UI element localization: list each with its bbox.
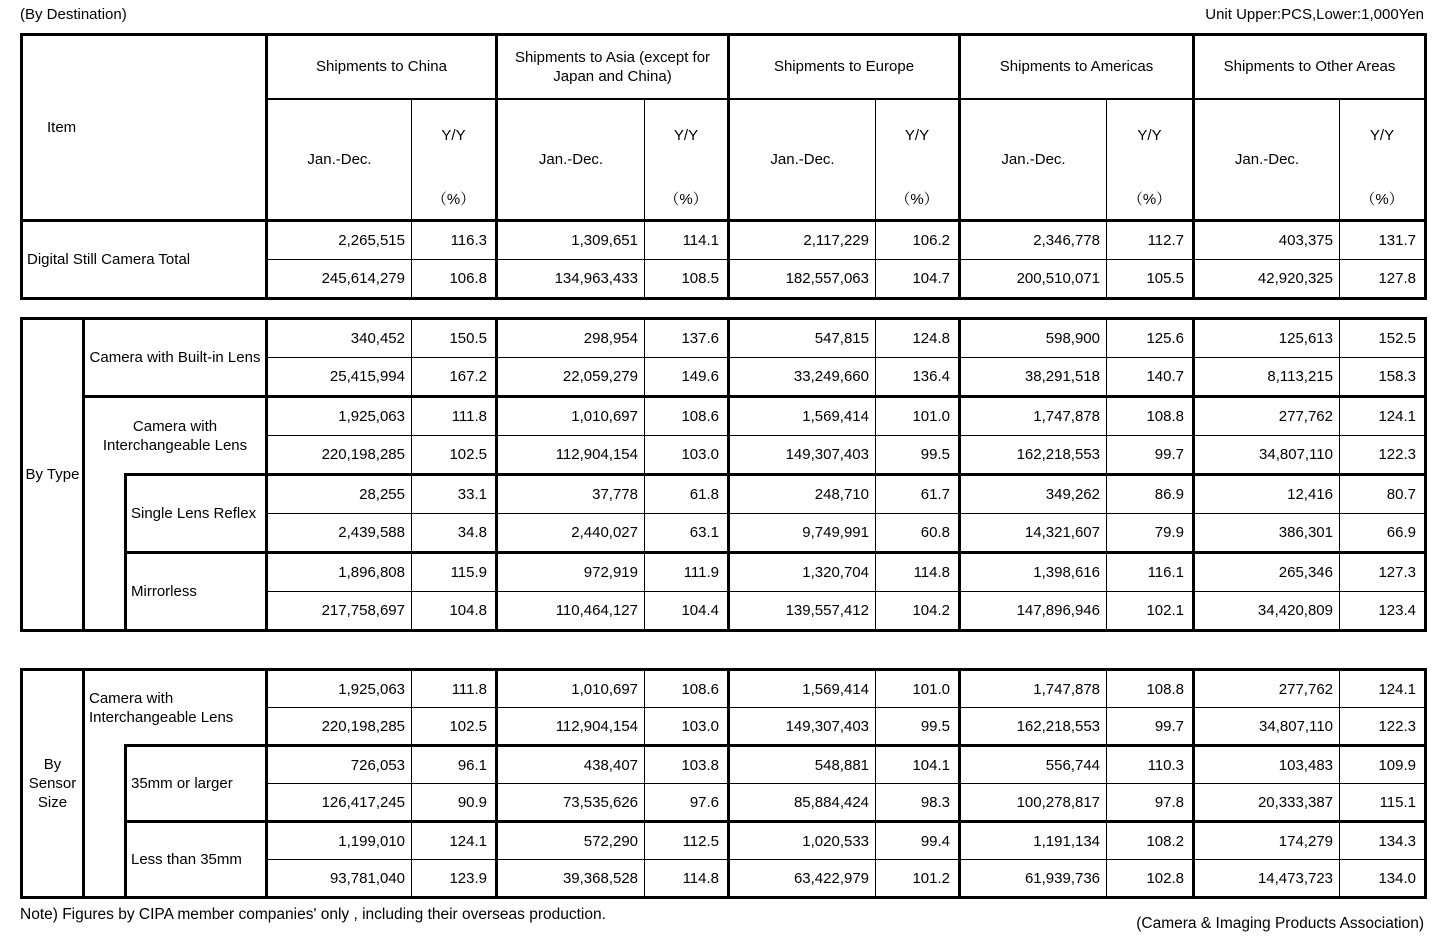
yy-value-cell: 99.5	[876, 436, 960, 475]
value-cell: 2,265,515	[267, 221, 412, 260]
yy-value-cell: 136.4	[876, 358, 960, 397]
value-cell: 125,613	[1194, 319, 1340, 358]
value-cell: 1,569,414	[729, 670, 876, 708]
yy-value-cell: 102.5	[412, 708, 497, 746]
yy-value-cell: 98.3	[876, 784, 960, 822]
row-label-35mm-or-larger: 35mm or larger	[126, 746, 267, 822]
yy-value-cell: 103.8	[645, 746, 729, 784]
yy-value-cell: 104.1	[876, 746, 960, 784]
value-cell: 248,710	[729, 475, 876, 514]
value-cell: 33,249,660	[729, 358, 876, 397]
period-header: Jan.-Dec.	[1194, 99, 1340, 221]
yy-value-cell: 61.8	[645, 475, 729, 514]
value-cell: 100,278,817	[960, 784, 1107, 822]
yy-value-cell: 122.3	[1340, 708, 1426, 746]
value-cell: 200,510,071	[960, 260, 1107, 299]
by-sensor-size-section-label: By Sensor Size	[22, 670, 84, 898]
pct-label: （%）	[1127, 190, 1172, 208]
yy-value-cell: 33.1	[412, 475, 497, 514]
value-cell: 972,919	[497, 553, 645, 592]
value-cell: 149,307,403	[729, 436, 876, 475]
yy-label: Y/Y	[441, 126, 466, 144]
value-cell: 1,896,808	[267, 553, 412, 592]
group-header-europe: Shipments to Europe	[729, 35, 960, 99]
yy-value-cell: 106.2	[876, 221, 960, 260]
value-cell: 1,925,063	[267, 397, 412, 436]
value-cell: 162,218,553	[960, 708, 1107, 746]
value-cell: 217,758,697	[267, 592, 412, 631]
yy-value-cell: 63.1	[645, 514, 729, 553]
value-cell: 277,762	[1194, 397, 1340, 436]
yy-value-cell: 127.3	[1340, 553, 1426, 592]
pct-label: （%）	[895, 190, 939, 208]
value-cell: 1,398,616	[960, 553, 1107, 592]
yy-value-cell: 80.7	[1340, 475, 1426, 514]
yy-value-cell: 104.2	[876, 592, 960, 631]
yy-value-cell: 103.0	[645, 708, 729, 746]
value-cell: 9,749,991	[729, 514, 876, 553]
value-cell: 1,747,878	[960, 397, 1107, 436]
yy-value-cell: 108.6	[645, 670, 729, 708]
value-cell: 340,452	[267, 319, 412, 358]
value-cell: 20,333,387	[1194, 784, 1340, 822]
yy-header	[412, 99, 497, 221]
value-cell: 93,781,040	[267, 860, 412, 898]
row-label-less-than-35mm: Less than 35mm	[126, 822, 267, 898]
yy-value-cell: 97.6	[645, 784, 729, 822]
value-cell: 38,291,518	[960, 358, 1107, 397]
value-cell: 126,417,245	[267, 784, 412, 822]
yy-value-cell: 104.7	[876, 260, 960, 299]
footnote: Note) Figures by CIPA member companies' only , including their overseas production.	[20, 906, 606, 923]
value-cell: 2,439,588	[267, 514, 412, 553]
yy-value-cell: 90.9	[412, 784, 497, 822]
group-header-asia: Shipments to Asia (except for Japan and China)	[497, 35, 729, 99]
yy-label: Y/Y	[1369, 126, 1395, 144]
value-cell: 162,218,553	[960, 436, 1107, 475]
value-cell: 61,939,736	[960, 860, 1107, 898]
value-cell: 265,346	[1194, 553, 1340, 592]
yy-value-cell: 123.4	[1340, 592, 1426, 631]
value-cell: 34,807,110	[1194, 436, 1340, 475]
yy-value-cell: 152.5	[1340, 319, 1426, 358]
unit-label: Unit Upper:PCS,Lower:1,000Yen	[1205, 6, 1424, 23]
value-cell: 134,963,433	[497, 260, 645, 299]
yy-value-cell: 134.3	[1340, 822, 1426, 860]
yy-value-cell: 167.2	[412, 358, 497, 397]
yy-value-cell: 115.1	[1340, 784, 1426, 822]
yy-value-cell: 124.1	[412, 822, 497, 860]
value-cell: 139,557,412	[729, 592, 876, 631]
yy-value-cell: 122.3	[1340, 436, 1426, 475]
value-cell: 220,198,285	[267, 436, 412, 475]
yy-value-cell: 114.8	[876, 553, 960, 592]
yy-value-cell: 99.7	[1107, 436, 1194, 475]
yy-header	[1340, 99, 1426, 221]
value-cell: 2,117,229	[729, 221, 876, 260]
period-header: Jan.-Dec.	[729, 99, 876, 221]
value-cell: 556,744	[960, 746, 1107, 784]
yy-value-cell: 124.8	[876, 319, 960, 358]
value-cell: 103,483	[1194, 746, 1340, 784]
item-header: Item	[22, 35, 267, 221]
yy-value-cell: 61.7	[876, 475, 960, 514]
group-header-china: Shipments to China	[267, 35, 497, 99]
value-cell: 245,614,279	[267, 260, 412, 299]
row-label-interchangeable-lens: Camera with Interchangeable Lens	[84, 670, 267, 746]
yy-value-cell: 116.3	[412, 221, 497, 260]
yy-value-cell: 106.8	[412, 260, 497, 299]
value-cell: 14,473,723	[1194, 860, 1340, 898]
yy-value-cell: 108.5	[645, 260, 729, 299]
yy-value-cell: 124.1	[1340, 397, 1426, 436]
value-cell: 37,778	[497, 475, 645, 514]
yy-value-cell: 116.1	[1107, 553, 1194, 592]
row-label-single-lens-reflex: Single Lens Reflex	[126, 475, 267, 553]
yy-header	[876, 99, 960, 221]
yy-value-cell: 114.8	[645, 860, 729, 898]
yy-value-cell: 101.2	[876, 860, 960, 898]
yy-value-cell: 150.5	[412, 319, 497, 358]
value-cell: 85,884,424	[729, 784, 876, 822]
yy-label: Y/Y	[673, 126, 699, 144]
value-cell: 39,368,528	[497, 860, 645, 898]
value-cell: 12,416	[1194, 475, 1340, 514]
value-cell: 22,059,279	[497, 358, 645, 397]
value-cell: 73,535,626	[497, 784, 645, 822]
period-header: Jan.-Dec.	[497, 99, 645, 221]
value-cell: 8,113,215	[1194, 358, 1340, 397]
value-cell: 438,407	[497, 746, 645, 784]
period-header: Jan.-Dec.	[267, 99, 412, 221]
yy-value-cell: 123.9	[412, 860, 497, 898]
yy-value-cell: 101.0	[876, 670, 960, 708]
yy-value-cell: 102.1	[1107, 592, 1194, 631]
yy-value-cell: 86.9	[1107, 475, 1194, 514]
interchangeable-group-stem	[84, 746, 126, 898]
yy-value-cell: 34.8	[412, 514, 497, 553]
by-sensor-size-table	[20, 668, 1427, 899]
yy-header	[1107, 99, 1194, 221]
yy-value-cell: 109.9	[1340, 746, 1426, 784]
value-cell: 25,415,994	[267, 358, 412, 397]
by-type-section-label: By Type	[22, 319, 84, 631]
yy-value-cell: 108.2	[1107, 822, 1194, 860]
yy-value-cell: 104.8	[412, 592, 497, 631]
value-cell: 726,053	[267, 746, 412, 784]
yy-value-cell: 131.7	[1340, 221, 1426, 260]
yy-value-cell: 110.3	[1107, 746, 1194, 784]
value-cell: 42,920,325	[1194, 260, 1340, 299]
value-cell: 1,320,704	[729, 553, 876, 592]
value-cell: 28,255	[267, 475, 412, 514]
yy-value-cell: 79.9	[1107, 514, 1194, 553]
value-cell: 403,375	[1194, 221, 1340, 260]
value-cell: 34,420,809	[1194, 592, 1340, 631]
value-cell: 63,422,979	[729, 860, 876, 898]
value-cell: 1,020,533	[729, 822, 876, 860]
value-cell: 2,346,778	[960, 221, 1107, 260]
by-type-table	[20, 317, 1427, 632]
value-cell: 112,904,154	[497, 436, 645, 475]
yy-value-cell: 99.7	[1107, 708, 1194, 746]
yy-value-cell: 115.9	[412, 553, 497, 592]
yy-value-cell: 60.8	[876, 514, 960, 553]
value-cell: 572,290	[497, 822, 645, 860]
yy-value-cell: 104.4	[645, 592, 729, 631]
yy-value-cell: 105.5	[1107, 260, 1194, 299]
yy-value-cell: 124.1	[1340, 670, 1426, 708]
value-cell: 1,199,010	[267, 822, 412, 860]
value-cell: 14,321,607	[960, 514, 1107, 553]
value-cell: 1,569,414	[729, 397, 876, 436]
yy-value-cell: 127.8	[1340, 260, 1426, 299]
group-header-other: Shipments to Other Areas	[1194, 35, 1426, 99]
period-header: Jan.-Dec.	[960, 99, 1107, 221]
yy-value-cell: 108.8	[1107, 397, 1194, 436]
pct-label: （%）	[1360, 190, 1404, 208]
association-credit: (Camera & Imaging Products Association)	[1136, 915, 1424, 932]
yy-value-cell: 149.6	[645, 358, 729, 397]
row-label-built-in-lens: Camera with Built-in Lens	[84, 319, 267, 397]
yy-value-cell: 108.6	[645, 397, 729, 436]
by-destination-label: (By Destination)	[20, 6, 127, 23]
yy-value-cell: 102.8	[1107, 860, 1194, 898]
value-cell: 1,010,697	[497, 397, 645, 436]
value-cell: 548,881	[729, 746, 876, 784]
value-cell: 174,279	[1194, 822, 1340, 860]
yy-value-cell: 140.7	[1107, 358, 1194, 397]
yy-value-cell: 125.6	[1107, 319, 1194, 358]
yy-value-cell: 137.6	[645, 319, 729, 358]
value-cell: 386,301	[1194, 514, 1340, 553]
value-cell: 34,807,110	[1194, 708, 1340, 746]
interchangeable-group-stem	[84, 475, 126, 631]
value-cell: 298,954	[497, 319, 645, 358]
yy-header	[645, 99, 729, 221]
value-cell: 1,309,651	[497, 221, 645, 260]
value-cell: 1,925,063	[267, 670, 412, 708]
yy-value-cell: 108.8	[1107, 670, 1194, 708]
value-cell: 349,262	[960, 475, 1107, 514]
yy-value-cell: 99.4	[876, 822, 960, 860]
value-cell: 112,904,154	[497, 708, 645, 746]
yy-value-cell: 111.9	[645, 553, 729, 592]
total-row-label: Digital Still Camera Total	[22, 221, 267, 299]
value-cell: 1,191,134	[960, 822, 1107, 860]
value-cell: 2,440,027	[497, 514, 645, 553]
value-cell: 598,900	[960, 319, 1107, 358]
yy-value-cell: 112.7	[1107, 221, 1194, 260]
yy-value-cell: 111.8	[412, 670, 497, 708]
value-cell: 182,557,063	[729, 260, 876, 299]
yy-value-cell: 66.9	[1340, 514, 1426, 553]
pct-label: （%）	[664, 190, 708, 208]
yy-value-cell: 134.0	[1340, 860, 1426, 898]
group-header-americas: Shipments to Americas	[960, 35, 1194, 99]
row-label-interchangeable-lens: Camera with Interchangeable Lens	[84, 397, 267, 475]
yy-value-cell: 101.0	[876, 397, 960, 436]
value-cell: 547,815	[729, 319, 876, 358]
value-cell: 277,762	[1194, 670, 1340, 708]
yy-value-cell: 96.1	[412, 746, 497, 784]
yy-value-cell: 97.8	[1107, 784, 1194, 822]
yy-value-cell: 114.1	[645, 221, 729, 260]
yy-value-cell: 103.0	[645, 436, 729, 475]
value-cell: 147,896,946	[960, 592, 1107, 631]
yy-value-cell: 102.5	[412, 436, 497, 475]
yy-value-cell: 99.5	[876, 708, 960, 746]
yy-value-cell: 112.5	[645, 822, 729, 860]
row-label-mirrorless: Mirrorless	[126, 553, 267, 631]
value-cell: 110,464,127	[497, 592, 645, 631]
yy-value-cell: 158.3	[1340, 358, 1426, 397]
value-cell: 1,010,697	[497, 670, 645, 708]
total-table	[20, 33, 1427, 300]
value-cell: 220,198,285	[267, 708, 412, 746]
value-cell: 149,307,403	[729, 708, 876, 746]
pct-label: （%）	[431, 190, 476, 208]
yy-label: Y/Y	[904, 126, 930, 144]
value-cell: 1,747,878	[960, 670, 1107, 708]
yy-label: Y/Y	[1137, 126, 1162, 144]
yy-value-cell: 111.8	[412, 397, 497, 436]
